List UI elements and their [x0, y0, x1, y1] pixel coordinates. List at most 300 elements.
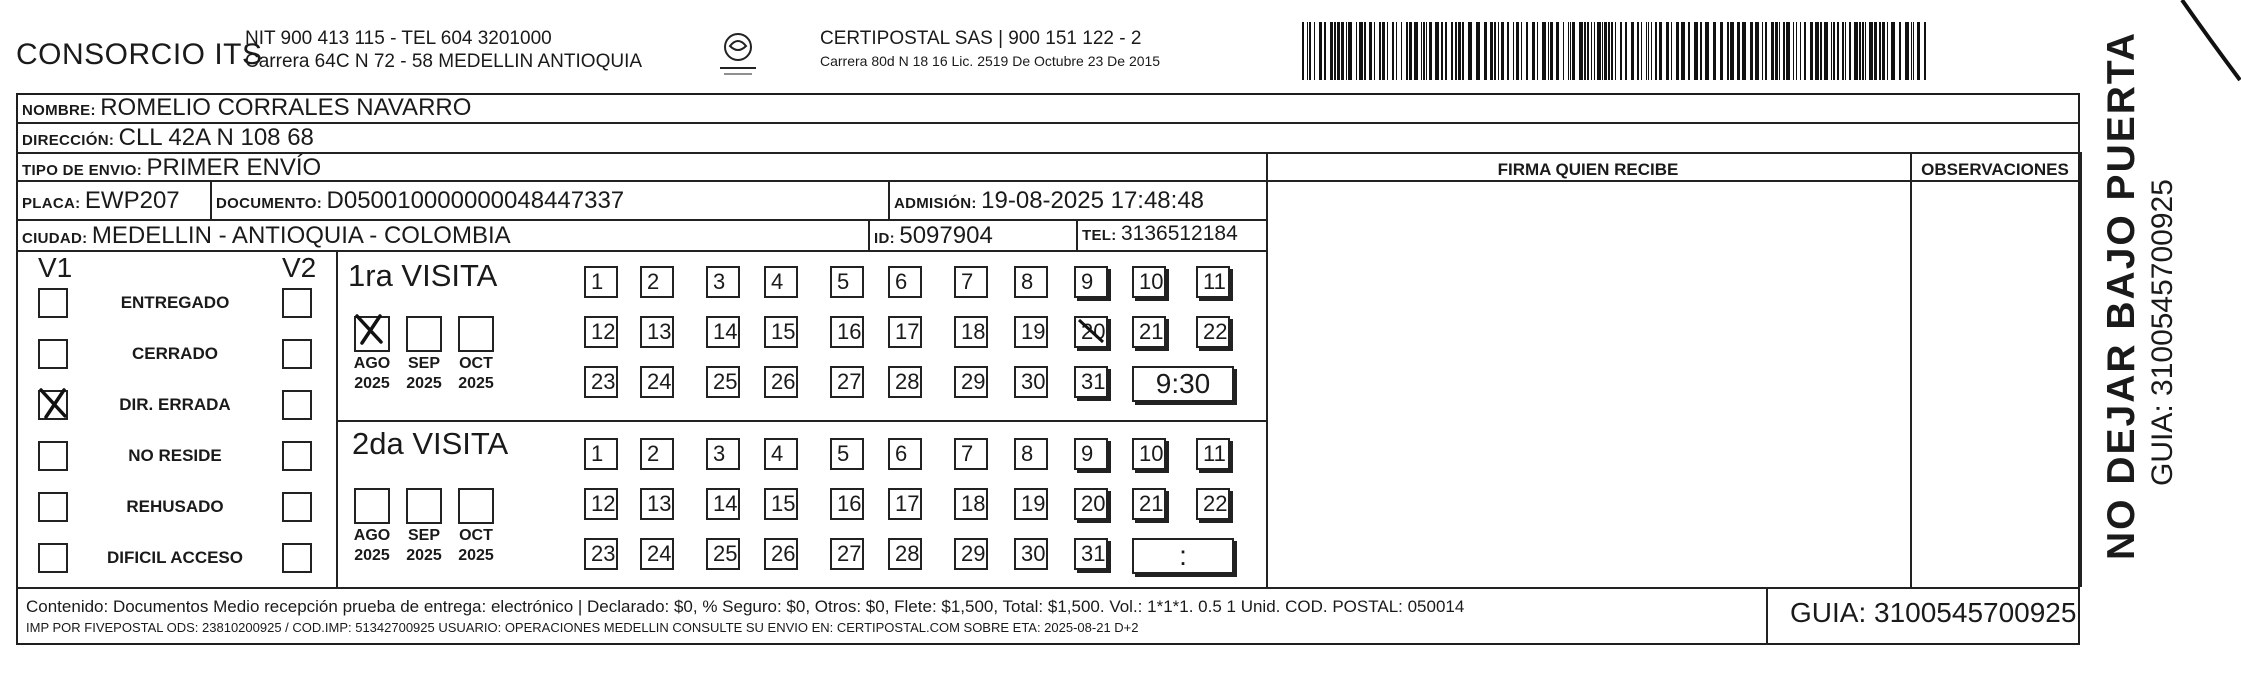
- ciudad-cell: [22, 222, 511, 250]
- barcode-bar: [1899, 22, 1901, 80]
- id-cell: [874, 222, 993, 250]
- id-value: 5097904: [899, 222, 993, 249]
- barcode-bar: [1625, 22, 1627, 80]
- day-box[interactable]: 11: [1196, 438, 1230, 470]
- barcode-bar: [1905, 22, 1909, 80]
- day-cross-mark: [1076, 316, 1106, 346]
- barcode-bar: [1913, 22, 1914, 80]
- barcode-bar: [1742, 22, 1746, 80]
- day-box[interactable]: 21: [1132, 316, 1166, 348]
- cert-line1: CERTIPOSTAL SAS | 900 151 122 - 2: [820, 28, 1142, 49]
- admision-label: ADMISIÓN:: [894, 195, 977, 212]
- day-box[interactable]: 22: [1196, 488, 1230, 520]
- month-checkbox[interactable]: [406, 316, 442, 352]
- day-box[interactable]: 25: [706, 538, 740, 570]
- ciudad-label: CIUDAD:: [22, 230, 88, 247]
- admision-value: 19-08-2025 17:48:48: [981, 187, 1205, 214]
- day-box[interactable]: 19: [1014, 316, 1048, 348]
- barcode-bar: [1435, 22, 1439, 80]
- cut-line: [2180, 0, 2241, 674]
- barcode-bar: [1824, 22, 1828, 80]
- placa-value: EWP207: [84, 187, 180, 214]
- barcode-bar: [1676, 22, 1679, 80]
- v1-checkbox[interactable]: [38, 390, 68, 420]
- col-divider: [868, 219, 870, 250]
- month-label: OCT: [459, 527, 493, 544]
- v2-checkbox[interactable]: [282, 492, 312, 522]
- month-label: OCT: [459, 355, 493, 372]
- barcode-bar: [1820, 22, 1822, 80]
- barcode-bar: [1620, 22, 1622, 80]
- barcode-bar: [1579, 22, 1583, 80]
- day-box[interactable]: 6: [888, 266, 922, 298]
- month-checkbox[interactable]: [458, 488, 494, 524]
- barcode-bar: [1727, 22, 1729, 80]
- barcode-bar: [1887, 22, 1888, 80]
- barcode-bar: [1862, 22, 1864, 80]
- barcode-bar: [1458, 22, 1461, 80]
- barcode-bar: [1688, 22, 1690, 80]
- day-box[interactable]: 28: [888, 366, 922, 398]
- barcode-bar: [1611, 22, 1613, 80]
- year-label: 2025: [406, 375, 442, 392]
- company-name: CONSORCIO ITS: [16, 38, 263, 71]
- day-box[interactable]: 26: [764, 538, 798, 570]
- day-box[interactable]: 30: [1014, 366, 1048, 398]
- v1-checkbox[interactable]: [38, 492, 68, 522]
- v2-checkbox[interactable]: [282, 288, 312, 318]
- barcode-bar: [1406, 22, 1408, 80]
- status-label: NO RESIDE: [128, 446, 222, 465]
- barcode-bar: [1374, 22, 1375, 80]
- barcode-bar: [1346, 22, 1347, 80]
- barcode-bar: [1572, 22, 1575, 80]
- day-box[interactable]: 28: [888, 538, 922, 570]
- day-box[interactable]: 13: [640, 316, 674, 348]
- barcode-bar: [1468, 22, 1472, 80]
- barcode-bar: [1755, 22, 1759, 80]
- barcode-bar: [1307, 22, 1308, 80]
- day-box[interactable]: 16: [830, 316, 864, 348]
- col-divider: [1076, 219, 1078, 250]
- footer-divider: [16, 587, 2080, 589]
- day-box[interactable]: 18: [954, 488, 988, 520]
- observaciones-header: OBSERVACIONES: [1921, 160, 2069, 179]
- v1-checkbox[interactable]: [38, 288, 68, 318]
- nombre-row: [22, 94, 471, 122]
- barcode-bar: [1637, 22, 1639, 80]
- day-box[interactable]: 3: [706, 438, 740, 470]
- documento-label: DOCUMENTO:: [216, 195, 323, 212]
- day-box[interactable]: 12: [584, 316, 618, 348]
- ciudad-value: MEDELLIN - ANTIOQUIA - COLOMBIA: [91, 222, 511, 249]
- barcode-bar: [1421, 22, 1422, 80]
- barcode-bar: [1548, 22, 1549, 80]
- day-box[interactable]: 24: [640, 538, 674, 570]
- barcode-bar: [1833, 22, 1835, 80]
- nombre-label: NOMBRE:: [22, 102, 96, 119]
- nit-line: NIT 900 413 115 - TEL 604 3201000: [245, 28, 552, 49]
- barcode-bar: [1796, 22, 1797, 80]
- day-box[interactable]: 7: [954, 266, 988, 298]
- barcode-bar: [1865, 22, 1866, 80]
- check-mark-icon: [352, 312, 386, 346]
- barcode-bar: [1429, 22, 1432, 80]
- day-box[interactable]: 14: [706, 316, 740, 348]
- barcode-bar: [1874, 22, 1877, 80]
- barcode-bar: [1401, 22, 1402, 80]
- day-box[interactable]: 24: [640, 366, 674, 398]
- barcode-bar: [1845, 22, 1846, 80]
- tel-value: 3136512184: [1120, 222, 1238, 245]
- direccion-value: CLL 42A N 108 68: [118, 124, 314, 151]
- v1-header: V1: [38, 252, 73, 283]
- barcode-bar: [1392, 22, 1394, 80]
- no-dejar-bajo-puerta: NO DEJAR BAJO PUERTA: [2100, 30, 2143, 560]
- col-divider: [336, 250, 338, 587]
- month-label: AGO: [353, 355, 391, 372]
- month-checkbox[interactable]: [354, 316, 390, 352]
- barcode-bar: [1804, 22, 1806, 80]
- barcode-bar: [1451, 22, 1453, 80]
- barcode-bar: [1414, 22, 1418, 80]
- day-box[interactable]: 2: [640, 266, 674, 298]
- barcode-bar: [1302, 22, 1304, 80]
- barcode-bar: [1837, 22, 1839, 80]
- barcode-bar: [1882, 22, 1885, 80]
- barcode-bar: [1526, 22, 1528, 80]
- day-box[interactable]: 3: [706, 266, 740, 298]
- day-box[interactable]: 1: [584, 266, 618, 298]
- barcode-bar: [1396, 22, 1397, 80]
- direccion-row: [22, 124, 314, 152]
- barcode-bar: [1570, 22, 1571, 80]
- barcode-bar: [1730, 22, 1734, 80]
- v2-checkbox[interactable]: [282, 339, 312, 369]
- barcode-bar: [1869, 22, 1873, 80]
- barcode-bar: [1659, 22, 1662, 80]
- barcode-bar: [1631, 22, 1634, 80]
- visit-divider: [336, 420, 1266, 422]
- placa-cell: [22, 187, 180, 215]
- day-box[interactable]: 14: [706, 488, 740, 520]
- barcode-bar: [1594, 22, 1595, 80]
- tel-label: TEL:: [1082, 227, 1117, 244]
- barcode-bar: [1455, 22, 1457, 80]
- v1-checkbox[interactable]: [38, 543, 68, 573]
- year-label: 2025: [354, 547, 390, 564]
- day-box[interactable]: 8: [1014, 266, 1048, 298]
- day-box[interactable]: 10: [1132, 266, 1166, 298]
- company-info: [245, 27, 642, 73]
- day-box[interactable]: 29: [954, 538, 988, 570]
- barcode-bar: [1793, 22, 1794, 80]
- col-divider: [1266, 152, 1268, 587]
- visit-hour[interactable]: :: [1132, 538, 1234, 574]
- barcode-bar: [1666, 22, 1669, 80]
- certipostal-info: [820, 27, 1160, 73]
- tipo-row: [22, 154, 321, 182]
- day-box[interactable]: 27: [830, 538, 864, 570]
- col-divider: [1766, 587, 1768, 645]
- barcode-bar: [1507, 22, 1509, 80]
- barcode-bar: [1765, 22, 1767, 80]
- month-label: SEP: [407, 527, 440, 544]
- day-box[interactable]: 21: [1132, 488, 1166, 520]
- barcode-bar: [1387, 22, 1388, 80]
- placa-label: PLACA:: [22, 195, 81, 212]
- barcode-bar: [1537, 22, 1538, 80]
- day-box[interactable]: 13: [640, 488, 674, 520]
- month-checkbox[interactable]: [354, 488, 390, 524]
- day-box[interactable]: 27: [830, 366, 864, 398]
- visit1-title: 1ra VISITA: [348, 258, 498, 293]
- barcode-bar: [1490, 22, 1493, 80]
- barcode-bar: [1550, 22, 1553, 80]
- barcode-bar: [1879, 22, 1881, 80]
- barcode-bar: [1771, 22, 1774, 80]
- barcode-bar: [1604, 22, 1607, 80]
- barcode-bar: [1330, 22, 1333, 80]
- barcode-bar: [1379, 22, 1381, 80]
- v1-checkbox[interactable]: [38, 441, 68, 471]
- barcode-bar: [1341, 22, 1344, 80]
- month-label: SEP: [407, 355, 440, 372]
- barcode-bar: [1476, 22, 1480, 80]
- barcode-bar: [1494, 22, 1496, 80]
- barcode-bar: [1762, 22, 1763, 80]
- barcode-bar: [1842, 22, 1844, 80]
- day-box[interactable]: 30: [1014, 538, 1048, 570]
- barcode-bar: [1319, 22, 1322, 80]
- day-box[interactable]: 11: [1196, 266, 1230, 298]
- day-box[interactable]: 6: [888, 438, 922, 470]
- year-label: 2025: [458, 547, 494, 564]
- row-divider: [16, 180, 2080, 182]
- barcode-bar: [1681, 22, 1685, 80]
- v2-checkbox[interactable]: [282, 390, 312, 420]
- barcode-bar: [1911, 22, 1912, 80]
- day-box[interactable]: 12: [584, 488, 618, 520]
- address-line: Carrera 64C N 72 - 58 MEDELLIN ANTIOQUIA: [245, 51, 643, 72]
- barcode-bar: [1587, 22, 1589, 80]
- day-box[interactable]: 17: [888, 316, 922, 348]
- barcode-bar: [1859, 22, 1861, 80]
- col-divider: [888, 180, 890, 219]
- barcode-bar: [1705, 22, 1709, 80]
- barcode-bar: [1854, 22, 1858, 80]
- barcode-bar: [1720, 22, 1723, 80]
- barcode-bar: [1800, 22, 1801, 80]
- status-label: REHUSADO: [126, 497, 224, 516]
- col-divider: [2080, 152, 2082, 587]
- barcode-bar: [1568, 22, 1569, 80]
- check-mark-icon: [36, 386, 70, 420]
- tipo-label: TIPO DE ENVIO:: [22, 162, 143, 179]
- barcode-bar: [1369, 22, 1372, 80]
- documento-cell: [216, 187, 624, 215]
- day-box[interactable]: 18: [954, 316, 988, 348]
- nombre-value: ROMELIO CORRALES NAVARRO: [100, 94, 472, 121]
- barcode-bar: [1501, 22, 1504, 80]
- v2-header: V2: [282, 252, 317, 283]
- barcode-bar: [1364, 22, 1366, 80]
- barcode-bar: [1700, 22, 1702, 80]
- barcode-bar: [1521, 22, 1522, 80]
- barcode-bar: [1671, 22, 1672, 80]
- day-box[interactable]: 4: [764, 438, 798, 470]
- barcode-bar: [1462, 22, 1464, 80]
- barcode-bar: [1641, 22, 1642, 80]
- barcode-bar: [1713, 22, 1716, 80]
- barcode-bar: [1849, 22, 1851, 80]
- day-box[interactable]: 16: [830, 488, 864, 520]
- print-details: IMP POR FIVEPOSTAL ODS: 23810200925 / COD.IMP: 51342700925 USUARIO: OPERACIONES MEDELLIN CONSULTE SU ENVIO EN: CERTIPOSTAL.COM SOBRE ETA: 2025-08-21 D+2: [26, 620, 1139, 635]
- barcode-bar: [1337, 22, 1340, 80]
- day-box[interactable]: 4: [764, 266, 798, 298]
- barcode-bar: [1615, 22, 1616, 80]
- direccion-label: DIRECCIÓN:: [22, 132, 115, 149]
- barcode-bar: [1775, 22, 1778, 80]
- barcode-bar: [1597, 22, 1601, 80]
- v1-checkbox[interactable]: [38, 339, 68, 369]
- day-box[interactable]: 31: [1074, 366, 1108, 398]
- barcode: [1300, 22, 1932, 80]
- barcode-bar: [1651, 22, 1652, 80]
- col-divider: [1910, 152, 1912, 587]
- certipostal-logo: [710, 30, 766, 80]
- row-divider: [16, 250, 1266, 252]
- day-box[interactable]: 7: [954, 438, 988, 470]
- barcode-bar: [1542, 22, 1546, 80]
- barcode-bar: [1917, 22, 1920, 80]
- barcode-bar: [1891, 22, 1895, 80]
- visit2-title: 2da VISITA: [352, 426, 509, 461]
- day-box[interactable]: 9: [1074, 438, 1108, 470]
- barcode-bar: [1334, 22, 1336, 80]
- barcode-bar: [1532, 22, 1535, 80]
- barcode-bar: [1445, 22, 1447, 80]
- day-box[interactable]: 20: [1074, 488, 1108, 520]
- status-label: DIFICIL ACCESO: [106, 548, 243, 567]
- barcode-bar: [1655, 22, 1657, 80]
- v2-checkbox[interactable]: [282, 441, 312, 471]
- day-box[interactable]: 31: [1074, 538, 1108, 570]
- barcode-bar: [1648, 22, 1649, 80]
- day-box[interactable]: 10: [1132, 438, 1166, 470]
- day-box[interactable]: 23: [584, 366, 618, 398]
- admision-cell: [894, 187, 1204, 215]
- barcode-bar: [1831, 22, 1832, 80]
- tipo-value: PRIMER ENVÍO: [146, 154, 322, 181]
- day-box[interactable]: 15: [764, 488, 798, 520]
- id-label: ID:: [874, 230, 895, 247]
- month-checkbox[interactable]: [458, 316, 494, 352]
- barcode-bar: [1324, 22, 1326, 80]
- barcode-bar: [1309, 22, 1311, 80]
- day-box[interactable]: 17: [888, 488, 922, 520]
- barcode-bar: [1602, 22, 1603, 80]
- v2-checkbox[interactable]: [282, 543, 312, 573]
- visit-hour[interactable]: 9:30: [1132, 366, 1234, 402]
- day-box[interactable]: 8: [1014, 438, 1048, 470]
- barcode-bar: [1409, 22, 1412, 80]
- barcode-bar: [1556, 22, 1559, 80]
- barcode-bar: [1810, 22, 1813, 80]
- day-box[interactable]: 23: [584, 538, 618, 570]
- cert-line2: Carrera 80d N 18 16 Lic. 2519 De Octubre 23 De 2015: [820, 53, 1161, 69]
- day-box[interactable]: 22: [1196, 316, 1230, 348]
- barcode-bar: [1348, 22, 1352, 80]
- barcode-bar: [1584, 22, 1586, 80]
- barcode-bar: [1737, 22, 1740, 80]
- barcode-bar: [1516, 22, 1519, 80]
- day-box[interactable]: 5: [830, 266, 864, 298]
- barcode-bar: [1426, 22, 1427, 80]
- day-box[interactable]: 25: [706, 366, 740, 398]
- barcode-bar: [1750, 22, 1753, 80]
- barcode-bar: [1563, 22, 1564, 80]
- barcode-bar: [1779, 22, 1780, 80]
- day-box[interactable]: 29: [954, 366, 988, 398]
- day-box[interactable]: 1: [584, 438, 618, 470]
- year-label: 2025: [406, 547, 442, 564]
- barcode-bar: [1924, 22, 1926, 80]
- day-box[interactable]: 19: [1014, 488, 1048, 520]
- barcode-bar: [1591, 22, 1592, 80]
- barcode-bar: [1484, 22, 1487, 80]
- barcode-bar: [1314, 22, 1315, 80]
- day-box[interactable]: 2: [640, 438, 674, 470]
- guia-number: GUIA: 3100545700925: [1790, 597, 2077, 628]
- barcode-bar: [1608, 22, 1610, 80]
- row-divider: [16, 122, 2080, 124]
- year-label: 2025: [458, 375, 494, 392]
- month-label: AGO: [353, 527, 391, 544]
- barcode-bar: [1356, 22, 1357, 80]
- barcode-bar: [1498, 22, 1499, 80]
- firma-header: FIRMA QUIEN RECIBE: [1497, 160, 1679, 179]
- status-label: ENTREGADO: [120, 293, 230, 312]
- day-box[interactable]: 26: [764, 366, 798, 398]
- status-label: CERRADO: [132, 344, 218, 363]
- barcode-bar: [1359, 22, 1363, 80]
- day-box[interactable]: 5: [830, 438, 864, 470]
- col-divider: [210, 180, 212, 219]
- barcode-bar: [1646, 22, 1647, 80]
- month-checkbox[interactable]: [406, 488, 442, 524]
- barcode-bar: [1786, 22, 1790, 80]
- row-divider: [16, 152, 2080, 154]
- row-divider: [16, 219, 1266, 221]
- tel-cell: [1082, 222, 1238, 246]
- barcode-bar: [1783, 22, 1785, 80]
- day-box[interactable]: 15: [764, 316, 798, 348]
- documento-value: D050010000000048447337: [326, 187, 625, 214]
- barcode-bar: [1694, 22, 1698, 80]
- year-label: 2025: [354, 375, 390, 392]
- barcode-bar: [1815, 22, 1819, 80]
- side-guia: GUIA: 3100545700925: [2146, 179, 2179, 486]
- status-label: DIR. ERRADA: [119, 395, 231, 414]
- day-box[interactable]: 20: [1074, 316, 1108, 348]
- barcode-bar: [1513, 22, 1514, 80]
- day-box[interactable]: 9: [1074, 266, 1108, 298]
- barcode-bar: [1441, 22, 1443, 80]
- barcode-bar: [1382, 22, 1385, 80]
- content-details: Contenido: Documentos Medio recepción prueba de entrega: electrónico | Declarado: $0, % Seguro: $0, Otros: $0, Flete: $1,500, Total: $1,500. Vol.: 1*1*1. 0.5 1 Unid. COD. POSTAL: 050014: [26, 597, 1465, 616]
- barcode-bar: [1423, 22, 1425, 80]
